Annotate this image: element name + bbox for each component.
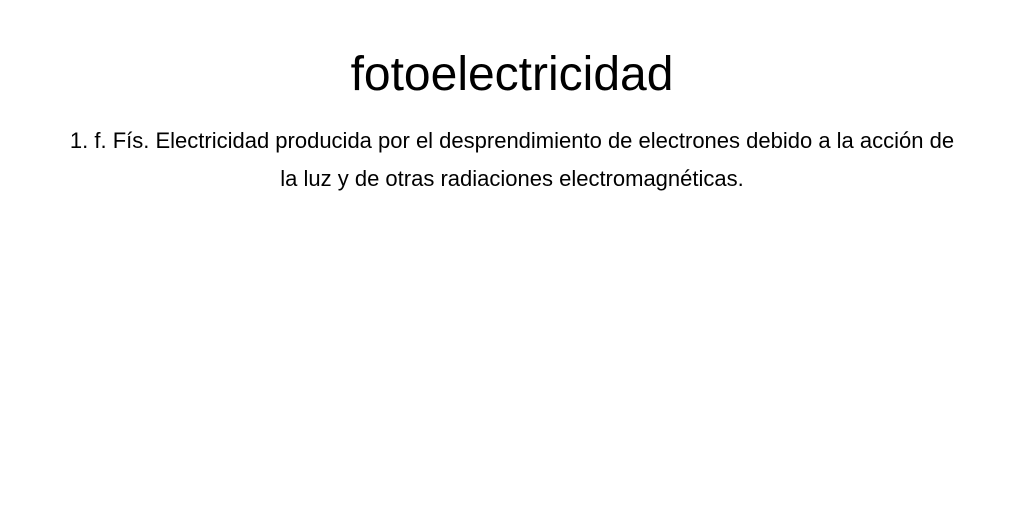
definition-text: 1. f. Fís. Electricidad producida por el desprendimiento de electrones debido a la acción de la luz y de otras radiaciones electromagnéticas.: [69, 128, 955, 191]
headword: fotoelectricidad: [350, 48, 674, 101]
